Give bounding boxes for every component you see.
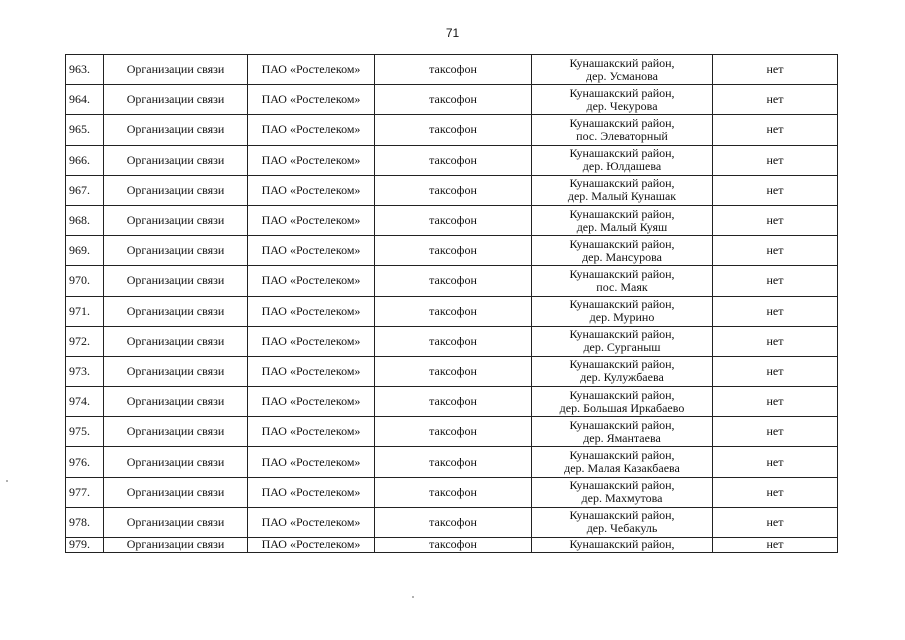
- table-row: [66, 236, 838, 266]
- location-district: Кунашакский район,: [569, 55, 675, 70]
- availability-value: нет: [713, 538, 838, 553]
- location-district: Кунашакский район,: [569, 206, 675, 221]
- location-settlement: дер. Малая Казакбаева: [564, 461, 680, 476]
- location-settlement: дер. Большая Иркабаево: [559, 400, 685, 415]
- row-number: 964.: [66, 85, 104, 115]
- organization-type: Организации связи: [104, 326, 248, 356]
- table-row: [66, 145, 838, 175]
- organization-type: Организации связи: [104, 55, 248, 85]
- location-settlement: дер. Ямантаева: [583, 430, 661, 445]
- location-district: Кунашакский район,: [569, 387, 675, 402]
- company-name: ПАО «Ростелеком»: [248, 115, 375, 145]
- location-settlement: дер. Кулужбаева: [580, 370, 664, 385]
- location-settlement: дер. Усманова: [586, 68, 658, 83]
- availability-value: нет: [713, 55, 838, 85]
- location: [532, 115, 713, 145]
- availability-value: нет: [713, 326, 838, 356]
- location-settlement: дер. Малый Куяш: [576, 219, 668, 234]
- availability-value: нет: [713, 85, 838, 115]
- availability-value: нет: [713, 387, 838, 417]
- scan-speck: [412, 596, 414, 598]
- row-number: 970.: [66, 266, 104, 296]
- company-name: ПАО «Ростелеком»: [248, 387, 375, 417]
- location-settlement: дер. Чебакуль: [586, 521, 658, 536]
- location-settlement: пос. Элеваторный: [576, 128, 668, 143]
- row-number: 971.: [66, 296, 104, 326]
- object-type: таксофон: [375, 145, 532, 175]
- table-row: [66, 507, 838, 537]
- location-district: Кунашакский район,: [532, 538, 713, 553]
- organization-type: Организации связи: [104, 115, 248, 145]
- location-settlement: дер. Малый Кунашак: [567, 189, 677, 204]
- location-district: Кунашакский район,: [569, 146, 675, 161]
- organization-type: Организации связи: [104, 387, 248, 417]
- location: [532, 145, 713, 175]
- location-district: Кунашакский район,: [569, 448, 675, 463]
- table-row: [66, 175, 838, 205]
- table-row: [66, 477, 838, 507]
- organization-type: Организации связи: [104, 85, 248, 115]
- company-name: ПАО «Ростелеком»: [248, 145, 375, 175]
- availability-value: нет: [713, 115, 838, 145]
- object-type: таксофон: [375, 175, 532, 205]
- location: [532, 387, 713, 417]
- table-row: [66, 447, 838, 477]
- object-type: таксофон: [375, 387, 532, 417]
- row-number: 963.: [66, 55, 104, 85]
- company-name: ПАО «Ростелеком»: [248, 296, 375, 326]
- row-number: 979.: [66, 538, 104, 553]
- organization-type: Организации связи: [104, 175, 248, 205]
- location: [532, 85, 713, 115]
- object-type: таксофон: [375, 296, 532, 326]
- company-name: ПАО «Ростелеком»: [248, 205, 375, 235]
- register-table-body: [66, 55, 838, 553]
- row-number: 973.: [66, 356, 104, 386]
- row-number: 974.: [66, 387, 104, 417]
- object-type: таксофон: [375, 417, 532, 447]
- object-type: таксофон: [375, 266, 532, 296]
- object-type: таксофон: [375, 507, 532, 537]
- location-settlement: дер. Чекурова: [586, 98, 658, 113]
- company-name: ПАО «Ростелеком»: [248, 175, 375, 205]
- organization-type: Организации связи: [104, 477, 248, 507]
- page-number: 71: [445, 26, 460, 40]
- availability-value: нет: [713, 417, 838, 447]
- row-number: 975.: [66, 417, 104, 447]
- company-name: ПАО «Ростелеком»: [248, 266, 375, 296]
- location-settlement: дер. Сурганыш: [583, 340, 661, 355]
- location-settlement: дер. Мурино: [589, 310, 655, 325]
- object-type: таксофон: [375, 538, 532, 553]
- availability-value: нет: [713, 296, 838, 326]
- object-type: таксофон: [375, 115, 532, 145]
- location: [532, 266, 713, 296]
- object-type: таксофон: [375, 236, 532, 266]
- organization-type: Организации связи: [104, 266, 248, 296]
- row-number: 969.: [66, 236, 104, 266]
- row-number: 968.: [66, 205, 104, 235]
- row-number: 972.: [66, 326, 104, 356]
- table-row: [66, 205, 838, 235]
- location: [532, 477, 713, 507]
- company-name: ПАО «Ростелеком»: [248, 477, 375, 507]
- location-district: Кунашакский район,: [569, 297, 675, 312]
- availability-value: нет: [713, 145, 838, 175]
- organization-type: Организации связи: [104, 538, 248, 553]
- row-number: 967.: [66, 175, 104, 205]
- row-number: 977.: [66, 477, 104, 507]
- object-type: таксофон: [375, 205, 532, 235]
- company-name: ПАО «Ростелеком»: [248, 55, 375, 85]
- location-district: Кунашакский район,: [569, 236, 675, 251]
- object-type: таксофон: [375, 326, 532, 356]
- table-row: [66, 326, 838, 356]
- organization-type: Организации связи: [104, 145, 248, 175]
- availability-value: нет: [713, 175, 838, 205]
- object-type: таксофон: [375, 477, 532, 507]
- location: [532, 236, 713, 266]
- availability-value: нет: [713, 205, 838, 235]
- availability-value: нет: [713, 447, 838, 477]
- company-name: ПАО «Ростелеком»: [248, 417, 375, 447]
- organization-type: Организации связи: [104, 296, 248, 326]
- company-name: ПАО «Ростелеком»: [248, 507, 375, 537]
- organization-type: Организации связи: [104, 205, 248, 235]
- location-district: Кунашакский район,: [569, 85, 675, 100]
- table-row: [66, 356, 838, 386]
- company-name: ПАО «Ростелеком»: [248, 236, 375, 266]
- location-district: Кунашакский район,: [569, 357, 675, 372]
- organization-type: Организации связи: [104, 507, 248, 537]
- location: [532, 507, 713, 537]
- table-row-partial: [66, 538, 838, 553]
- location-district: Кунашакский район,: [569, 176, 675, 191]
- object-type: таксофон: [375, 447, 532, 477]
- table-row: [66, 266, 838, 296]
- company-name: ПАО «Ростелеком»: [248, 356, 375, 386]
- organization-type: Организации связи: [104, 356, 248, 386]
- location-district: Кунашакский район,: [569, 417, 675, 432]
- table-row: [66, 387, 838, 417]
- location: [532, 55, 713, 85]
- location: [532, 447, 713, 477]
- availability-value: нет: [713, 266, 838, 296]
- location: [532, 205, 713, 235]
- location-district: Кунашакский район,: [569, 266, 675, 281]
- register-table: [65, 54, 838, 553]
- row-number: 965.: [66, 115, 104, 145]
- location-district: Кунашакский район,: [569, 478, 675, 493]
- location-settlement: дер. Мансурова: [582, 249, 662, 264]
- location-district: Кунашакский район,: [569, 508, 675, 523]
- location: [532, 175, 713, 205]
- location: [532, 356, 713, 386]
- availability-value: нет: [713, 356, 838, 386]
- organization-type: Организации связи: [104, 447, 248, 477]
- table-row: [66, 417, 838, 447]
- company-name: ПАО «Ростелеком»: [248, 85, 375, 115]
- availability-value: нет: [713, 507, 838, 537]
- row-number: 966.: [66, 145, 104, 175]
- location: [532, 417, 713, 447]
- location: [532, 326, 713, 356]
- company-name: ПАО «Ростелеком»: [248, 447, 375, 477]
- location-district: Кунашакский район,: [569, 327, 675, 342]
- table-row: [66, 55, 838, 85]
- location-settlement: дер. Юлдашева: [582, 159, 662, 174]
- location-district: Кунашакский район,: [569, 115, 675, 130]
- location-settlement: дер. Махмутова: [581, 491, 663, 506]
- table-row: [66, 85, 838, 115]
- location-settlement: пос. Маяк: [596, 279, 648, 294]
- company-name: ПАО «Ростелеком»: [248, 538, 375, 553]
- organization-type: Организации связи: [104, 417, 248, 447]
- availability-value: нет: [713, 477, 838, 507]
- object-type: таксофон: [375, 85, 532, 115]
- row-number: 978.: [66, 507, 104, 537]
- table-row: [66, 115, 838, 145]
- location: [532, 296, 713, 326]
- object-type: таксофон: [375, 356, 532, 386]
- row-number: 976.: [66, 447, 104, 477]
- object-type: таксофон: [375, 55, 532, 85]
- company-name: ПАО «Ростелеком»: [248, 326, 375, 356]
- organization-type: Организации связи: [104, 236, 248, 266]
- table-row: [66, 296, 838, 326]
- availability-value: нет: [713, 236, 838, 266]
- scan-speck: [6, 480, 8, 482]
